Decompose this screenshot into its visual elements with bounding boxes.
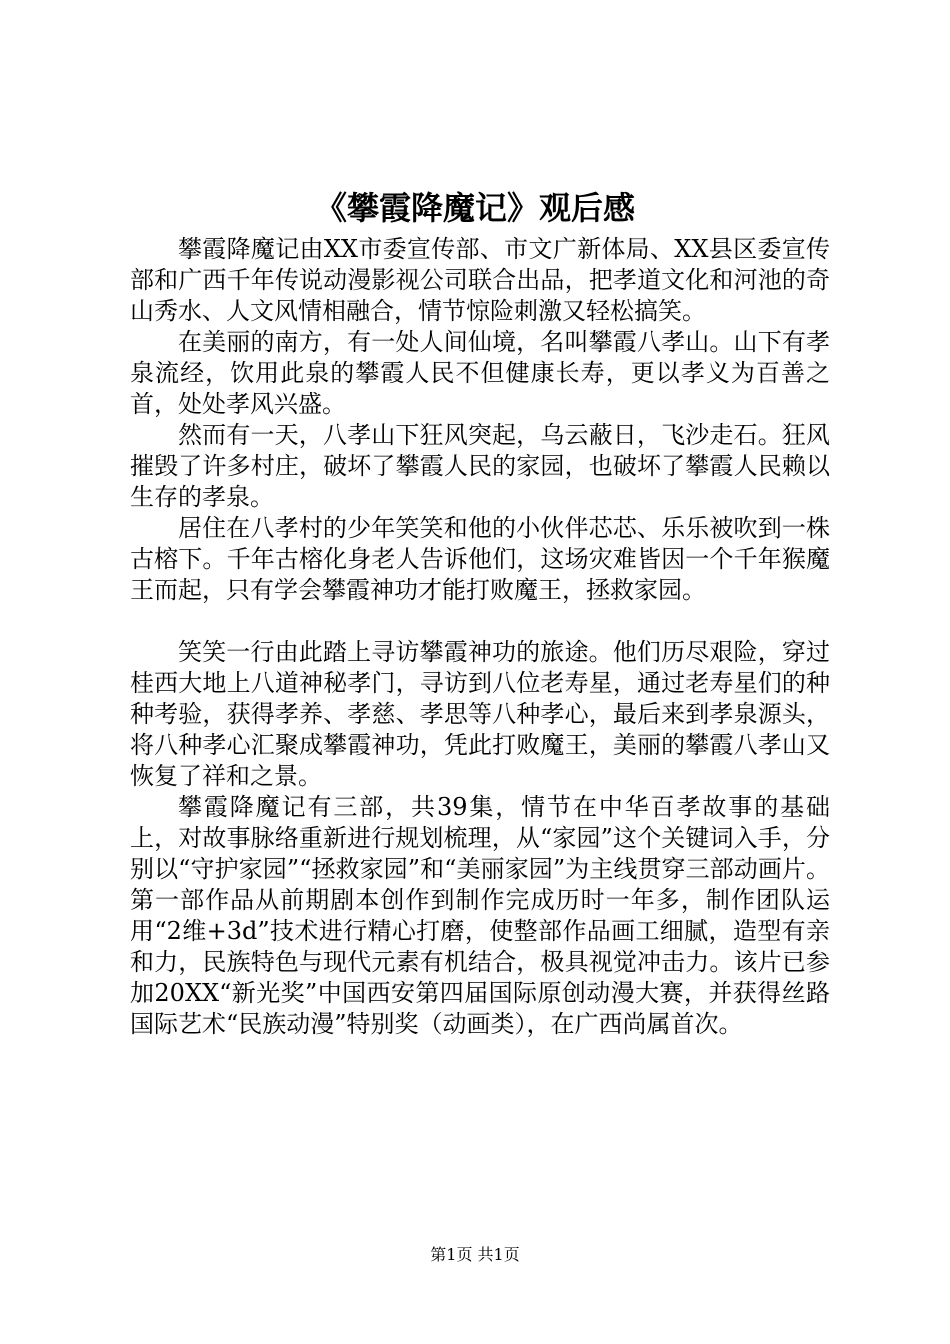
paragraph-journey: 笑笑一行由此踏上寻访攀霞神功的旅途。他们历尽艰险，穿过桂西大地上八道神秘孝门，寻访到八位老寿星，通过老寿星们的种种考验，获得孝养、孝慈、孝思等八种孝心，最后来到孝泉源头，将八种孝心汇聚成攀霞神功，凭此打败魔王，美丽的攀霞八孝山又恢复了祥和之景。 [130, 638, 830, 790]
paragraph-setting: 在美丽的南方，有一处人间仙境，名叫攀霞八孝山。山下有孝泉流经，饮用此泉的攀霞人民不但健康长寿，更以孝义为百善之首，处处孝风兴盛。 [130, 328, 830, 418]
document-title: 《攀霞降魔记》观后感 [314, 189, 635, 227]
paragraph-disaster: 然而有一天，八孝山下狂风突起，乌云蔽日，飞沙走石。狂风摧毁了许多村庄，破坏了攀霞人民的家园，也破坏了攀霞人民赖以生存的孝泉。 [130, 421, 830, 511]
paragraph-heroes: 居住在八孝村的少年笑笑和他的小伙伴芯芯、乐乐被吹到一株古榕下。千年古榕化身老人告诉他们，这场灾难皆因一个千年猴魔王而起，只有学会攀霞神功才能打败魔王，拯救家园。 [130, 514, 830, 604]
paragraph-production: 攀霞降魔记有三部，共39集，情节在中华百孝故事的基础上，对故事脉络重新进行规划梳理，从“家园”这个关键词入手，分别以“守护家园”“拯救家园”和“美丽家园”为主线贯穿三部动画片。第一部作品从前期剧本创作到制作完成历时一年多，制作团队运用“2维+3d”技术进行精心打磨，使整部作品画工细腻，造型有亲和力，民族特色与现代元素有机结合，极具视觉冲击力。该片已参加20XX“新光奖”中国西安第四届国际原创动漫大赛，并获得丝路国际艺术“民族动漫”特别奖（动画类），在广西尚属首次。 [130, 793, 830, 1038]
page-number-footer: 第1页 共1页 [430, 1245, 520, 1264]
paragraph-intro: 攀霞降魔记由XX市委宣传部、市文广新体局、XX县区委宣传部和广西千年传说动漫影视公司联合出品，把孝道文化和河池的奇山秀水、人文风情相融合，情节惊险刺激又轻松搞笑。 [130, 235, 830, 325]
document-body [130, 234, 830, 1040]
